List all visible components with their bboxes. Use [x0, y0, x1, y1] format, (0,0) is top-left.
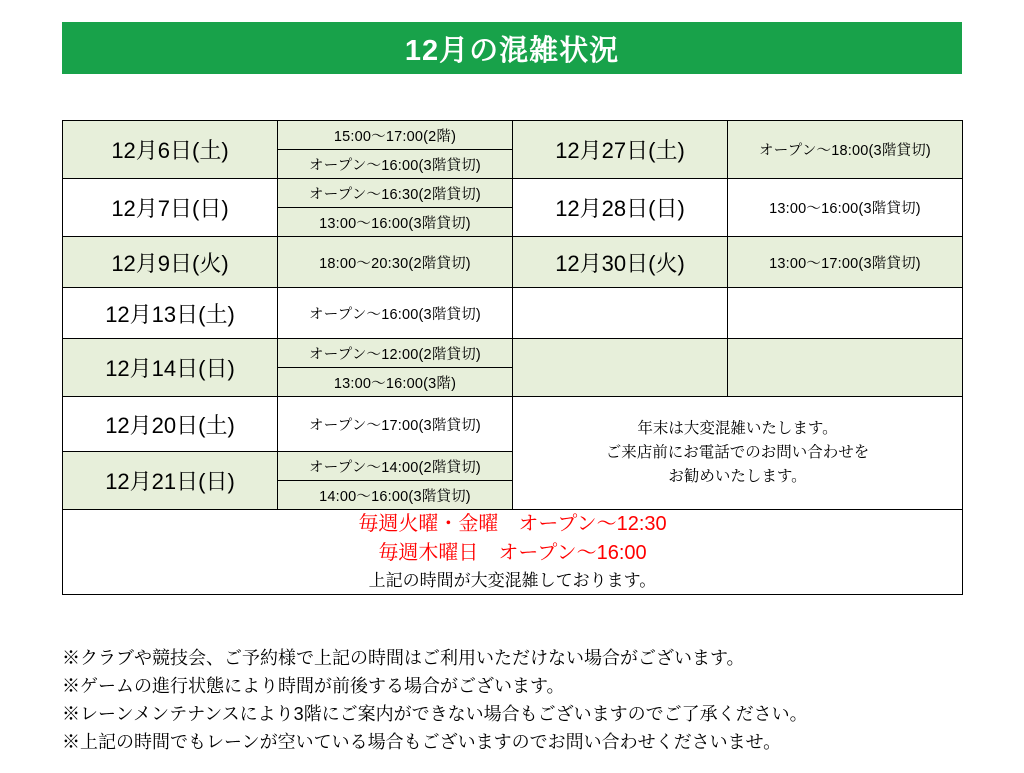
date-label: 12月20日(土) — [63, 397, 278, 452]
date-label: 12月9日(火) — [63, 237, 278, 288]
weekly-note-red-line: 毎週木曜日 オープン～16:00 — [378, 542, 647, 564]
table-row — [63, 510, 963, 595]
time-label: 13:00～16:00(3階貸切) — [278, 208, 513, 237]
empty-cell — [728, 288, 963, 339]
footnotes-list — [62, 645, 962, 757]
table-row — [63, 288, 963, 339]
time-label: オープン～16:00(3階貸切) — [278, 288, 513, 339]
year-end-note-line: ご来店前にお電話でのお問い合わせを — [605, 443, 870, 461]
empty-cell — [513, 288, 728, 339]
time-label: オープン～14:00(2階貸切) — [278, 452, 513, 481]
table-row — [63, 121, 963, 150]
year-end-note-line: お勧めいたします。 — [668, 468, 807, 485]
date-label: 12月13日(土) — [63, 288, 278, 339]
date-label: 12月6日(土) — [63, 121, 278, 179]
table-row — [63, 179, 963, 208]
footnote-item: ※ゲームの進行状態により時間が前後する場合がございます。 — [62, 675, 565, 696]
time-label: 13:00～16:00(3階貸切) — [728, 179, 963, 237]
time-label: オープン～16:00(3階貸切) — [278, 150, 513, 179]
time-label: 15:00～17:00(2階) — [278, 121, 513, 150]
date-label: 12月21日(日) — [63, 452, 278, 510]
weekly-note-black-line: 上記の時間が大変混雑しております。 — [368, 571, 657, 590]
weekly-note-red-line: 毎週火曜・金曜 オープン～12:30 — [358, 513, 667, 535]
schedule-table — [62, 120, 963, 595]
year-end-note — [513, 397, 963, 510]
time-label: オープン～17:00(3階貸切) — [278, 397, 513, 452]
empty-cell — [728, 339, 963, 397]
time-label: オープン～16:30(2階貸切) — [278, 179, 513, 208]
date-label: 12月14日(日) — [63, 339, 278, 397]
footnote-item: ※クラブや競技会、ご予約様で上記の時間はご利用いただけない場合がございます。 — [62, 648, 745, 668]
year-end-note-line: 年末は大変混雑いたします。 — [637, 419, 838, 437]
time-label: オープン～18:00(3階貸切) — [728, 121, 963, 179]
title-banner — [62, 22, 962, 74]
date-label: 12月27日(土) — [513, 121, 728, 179]
time-label: 18:00～20:30(2階貸切) — [278, 237, 513, 288]
schedule-table-container — [62, 120, 962, 595]
table-row — [63, 237, 963, 288]
time-label: 13:00～16:00(3階) — [278, 368, 513, 397]
page-title: 12月の混雑状況 — [404, 34, 620, 67]
date-label: 12月30日(火) — [513, 237, 728, 288]
time-label: オープン～12:00(2階貸切) — [278, 339, 513, 368]
table-row — [63, 397, 963, 452]
empty-cell — [513, 339, 728, 397]
weekly-note — [63, 510, 963, 595]
footnote-item: ※上記の時間でもレーンが空いている場合もございますのでお問い合わせくださいませ。 — [62, 731, 782, 752]
footnote-item: ※レーンメンテナンスにより3階にご案内ができない場合もございますのでご了承ください。 — [62, 703, 808, 724]
time-label: 13:00～17:00(3階貸切) — [728, 237, 963, 288]
date-label: 12月28日(日) — [513, 179, 728, 237]
date-label: 12月7日(日) — [63, 179, 278, 237]
time-label: 14:00～16:00(3階貸切) — [278, 481, 513, 510]
table-row — [63, 339, 963, 368]
